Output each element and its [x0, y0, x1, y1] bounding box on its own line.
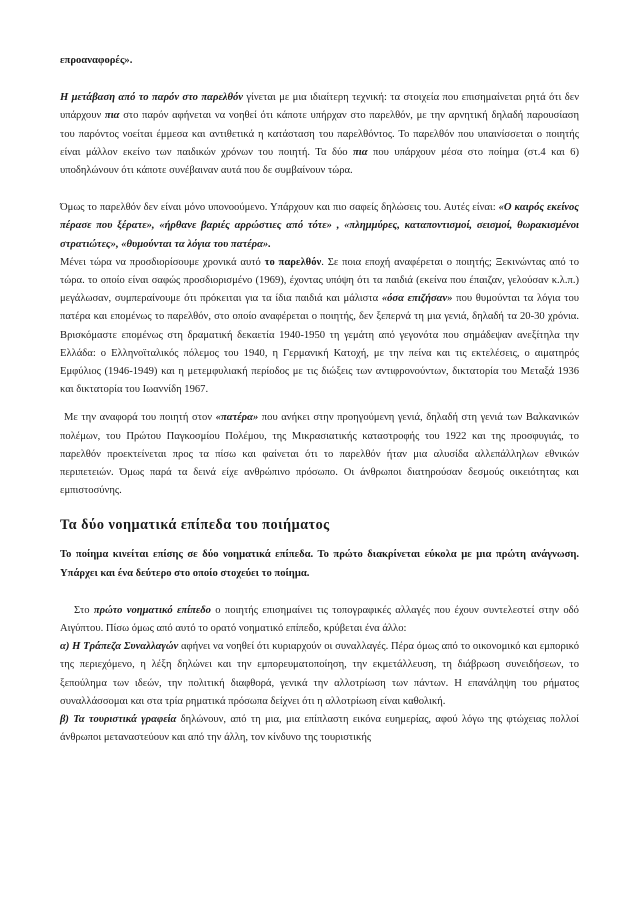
body-text: που υπάρχουν μέσα στο ποίημα (στ.4 και 6) υποδηλώνουν ότι κάποτε συνέβαιναν αυτά που δε συμβαίνουν τώρα. [60, 146, 579, 177]
body-text: . Σε ποια εποχή αναφέρεται ο ποιητής; Ξεκινώντας από το τώρα. το οποίο είναι σαφώς προσδιορισμένο (1969), έχοντας υπόψη ότι τα παιδιά (εκείνα που έπαιζαν, γελούσαν κ.λ.π.) μεγάλωσαν, συμπεραίνουμε ότι πρόκειται για τα ίδια παιδιά και μάλιστα [60, 256, 579, 305]
paragraph-two-levels-intro [60, 546, 579, 582]
paragraph-father [60, 409, 579, 500]
body-text: ο ποιητής επισημαίνει τις τοπογραφικές αλλαγές που έχουν συντελεστεί στην οδό Αιγύπτου. Πίσω όμως από αυτό το ορατό νοηματικό επίπεδο, κρύβεται ένα άλλο: [60, 604, 579, 635]
paragraph-tourist-offices [60, 711, 579, 747]
emphasis-text: πια [352, 146, 368, 158]
bold-text: Το ποίημα κινείται επίσης σε δύο νοηματικά επίπεδα. Το πρώτο διακρίνεται εύκολα με μια πρώτη ανάγνωση. Υπάρχει και ένα δεύτερο στο οποίο στοχεύει το ποίημα. [60, 549, 579, 579]
body-text: Μένει τώρα να προσδιορίσουμε χρονικά αυτό [60, 256, 265, 268]
emphasis-text: α) Η Τράπεζα Συναλλαγών [60, 641, 179, 653]
body-text: Με την αναφορά του ποιητή στον [64, 412, 216, 424]
paragraph-bank [60, 638, 579, 711]
emphasis-text: πρώτο νοηματικό επίπεδο [93, 604, 211, 616]
paragraph-first-level [60, 602, 579, 638]
text-fragment: επροαναφορές». [60, 55, 133, 66]
body-text: γίνεται με μια ιδιαίτερη τεχνική: τα στοιχεία που επισημαίνεται ρητά ότι δεν υπάρχουν [60, 92, 579, 122]
paragraph-past-statements [60, 199, 579, 399]
emphasis-text: «πατέρα» [215, 412, 259, 424]
body-text: στο παρόν αφήνεται να νοηθεί ότι κάποτε υπήρχαν στο παρελθόν, με την αρνητική δηλαδή παρουσίαση του παρόντος νοείται έμμεσα και αντιθετικά η κατάσταση του παρελθόντος. Το παρελθόν που υπαινίσσεται ο ποιητής είναι μάλλον εκείνο των παιδικών χρόνων του ποιητή. Τα δύο [60, 110, 579, 158]
body-text: που θυμούνται τα λόγια του πατέρα και επομένως το παρελθόν, στο οποίο αναφέρεται ο ποιητής, δεν ξεπερνά τη μια γενιά, δηλαδή τα 20-30 χρόνια. Βρισκόμαστε επομένως στη δραματική δεκαετία 1940-1950 τη γεμάτη από γεγονότα που σημάδεψαν ανεξίτηλα την Ελλάδα: ο Ελληνοϊταλικός πόλεμος του 1940, η Γερμανική Κατοχή, με την πείνα και τις εκτελέσεις, ο αιματηρός Εμφύλιος (1946-1949) και η μετεμφυλιακή περίοδος με τις διώξεις των αντιφρονούντων, δικτατορία του Μεταξά 1936 και δικτατορία του Ιωαννίδη 1967. [60, 293, 579, 396]
body-text: Στο [74, 604, 94, 616]
body-text: αφήνει να νοηθεί ότι κυριαρχούν οι συναλλαγές. Πέρα όμως από το οικονομικό και εμπορικό της περιεχόμενο, η λέξη δηλώνει και την εμπορευματοποίηση, την εκμετάλλευση, τη διάβρωση συνειδήσεων, το ξεπούλημα των ιδεών, την πολιτική διαφθορά, γενικά την αλλοτρίωση των πάντων. Η επανάληψη του ρήματος συναλλάσσομαι και στα τρία ρηματικά πρόσωπα δείχνει ότι η αλλοτρίωση είναι καθολική. [60, 641, 580, 707]
emphasis-text: Η μετάβαση από το παρόν στο παρελθόν [60, 92, 243, 104]
emphasis-text: «Ο καιρός εκείνος πέρασε που ξέρατε», «ήρθανε βαριές αρρώστιες από τότε» , «πλημμύρες, καταποντισμοί, σεισμοί, θωρακισμένοι στρατιώτες», «θυμούνται τα λόγια του πατέρα». [60, 202, 580, 250]
paragraph-continuation [60, 52, 579, 70]
body-text: Όμως το παρελθόν δεν είναι μόνο υπονοούμενο. Υπάρχουν και πιο σαφείς δηλώσεις του. Αυτές είναι: [60, 202, 499, 214]
bold-text: το παρελθόν [264, 256, 322, 268]
section-heading: Τα δύο νοηματικά επίπεδα του ποιήματος [60, 517, 330, 534]
body-text: που ανήκει στην προηγούμενη γενιά, δηλαδή στη γενιά των Βαλκανικών πολέμων, του Πρώτου Παγκοσμίου Πολέμου, της Μικρασιατικής καταστροφής του 1922 και της προσφυγιάς, το παρελθόν προεκτείνεται προς τα πίσω και φαίνεται ότι το παρελθόν ήταν μια αλυσίδα αλλεπάλληλων εθνικών περιπετειών. Όμως παρά τα δεινά είχε ανθρώπινο πρόσωπο. Οι άνθρωποι διατηρούσαν δεσμούς οικειότητας και εμπιστοσύνης. [60, 412, 580, 497]
body-text: δηλώνουν, από τη μια, μια επίπλαστη εικόνα ευημερίας, αφού λόγω της φτώχειας πολλοί άνθρωποι μεταναστεύουν και από την άλλη, τον κίνδυνο της τουριστικής [60, 714, 579, 744]
emphasis-text: πια [104, 110, 120, 122]
emphasis-text: β) Τα τουριστικά γραφεία [60, 714, 177, 726]
document-page [60, 52, 579, 748]
emphasis-text: «όσα επιζήσαν» [381, 293, 453, 305]
paragraph-transition [60, 89, 579, 180]
